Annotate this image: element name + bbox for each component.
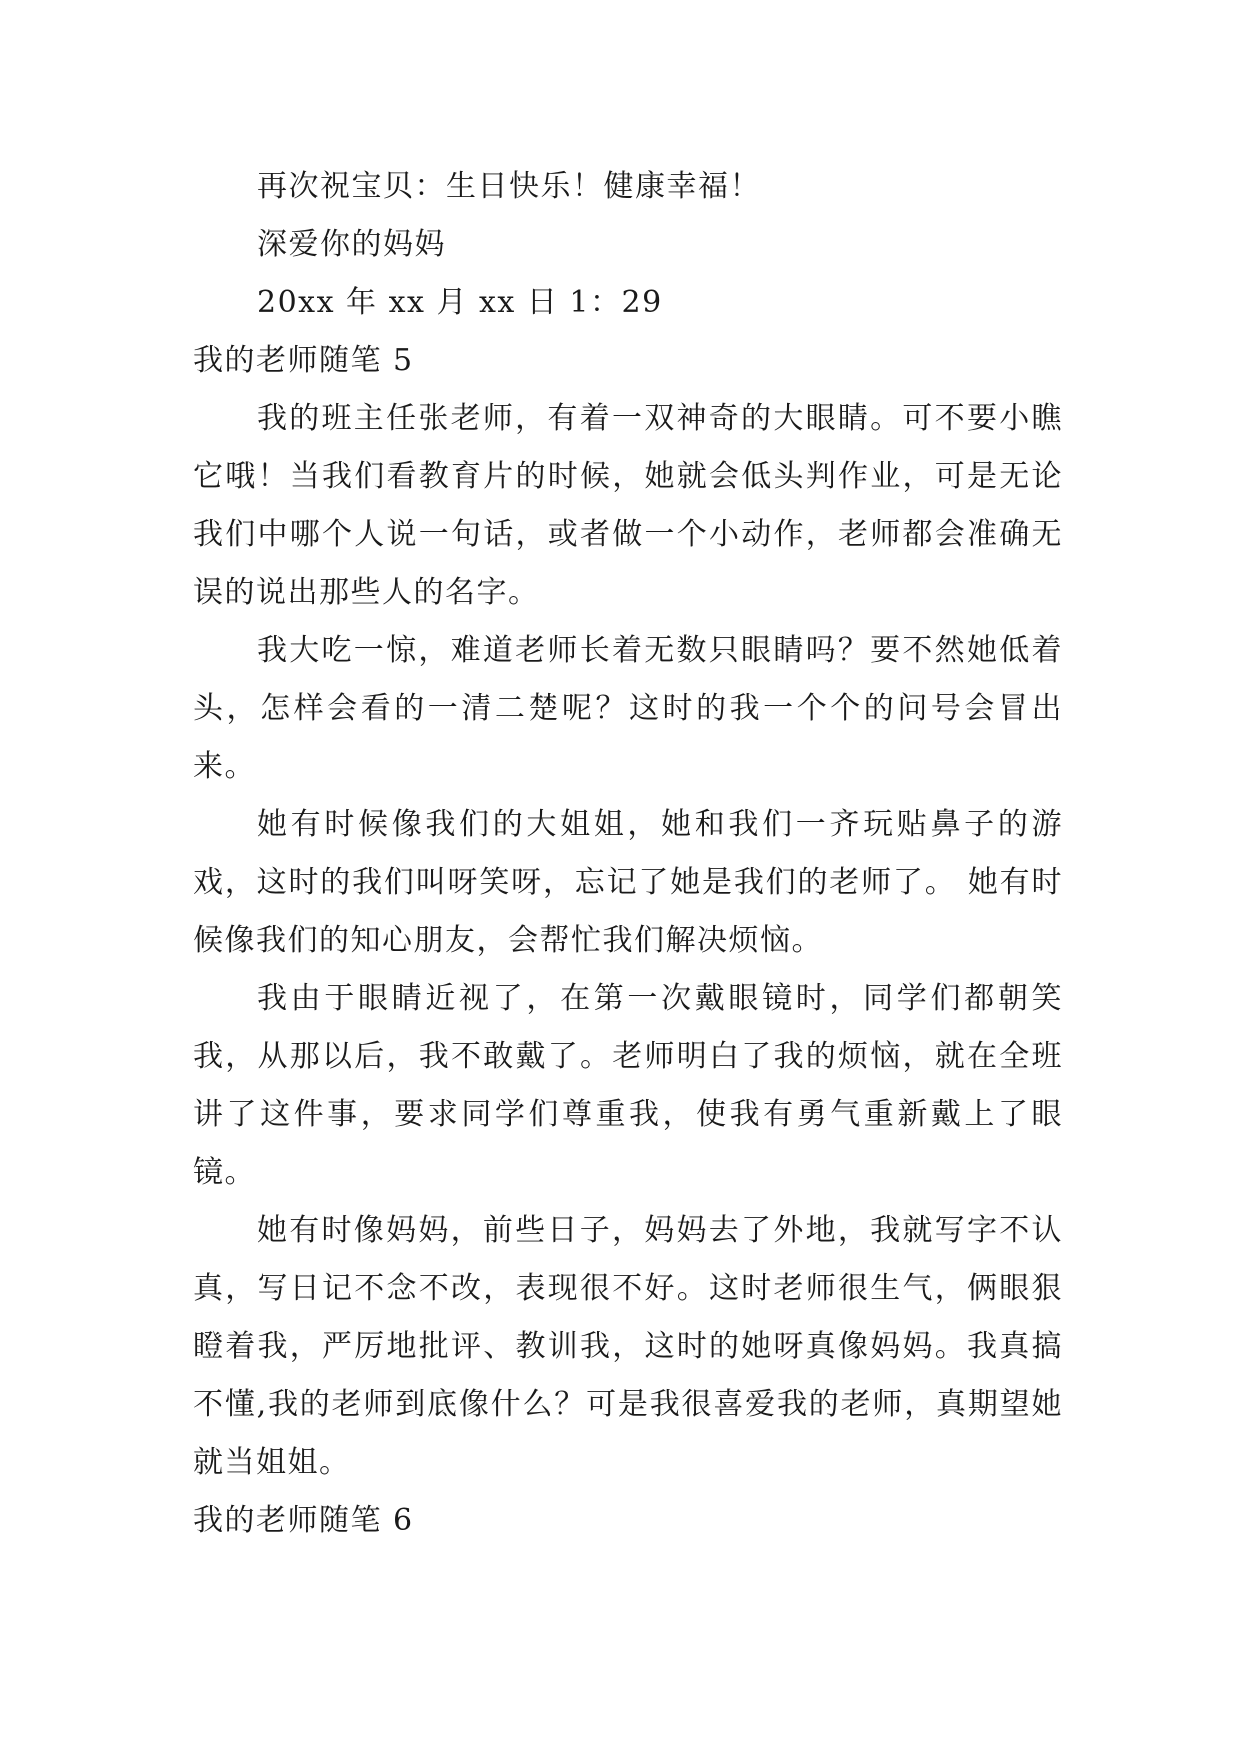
document-body	[193, 158, 1063, 1550]
closing-wish: 再次祝宝贝：生日快乐！健康幸福！	[257, 169, 761, 204]
section5-paragraph-5: 她有时像妈妈，前些日子，妈妈去了外地，我就写字不认真，写日记不念不改，表现很不好。这时老师很生气，俩眼狠瞪着我，严厉地批评、教训我，这时的她呀真像妈妈。我真搞不懂,我的老师到底像什么？可是我很喜爱我的老师，真期望她就当姐姐。	[193, 1213, 1063, 1480]
section5-paragraph-2: 我大吃一惊，难道老师长着无数只眼睛吗？要不然她低着头，怎样会看的一清二楚呢？这时的我一个个的问号会冒出来。	[193, 633, 1063, 784]
closing-signature: 深爱你的妈妈	[257, 227, 446, 262]
section5-paragraph-4: 我由于眼睛近视了，在第一次戴眼镜时，同学们都朝笑我，从那以后，我不敢戴了。老师明白了我的烦恼，就在全班讲了这件事，要求同学们尊重我，使我有勇气重新戴上了眼镜。	[193, 981, 1063, 1190]
section-heading-5: 我的老师随笔 5	[193, 343, 414, 378]
closing-date: 20xx 年 xx 月 xx 日 1：29	[257, 285, 663, 320]
section5-paragraph-3: 她有时候像我们的大姐姐，她和我们一齐玩贴鼻子的游戏，这时的我们叫呀笑呀，忘记了她是我们的老师了。 她有时候像我们的知心朋友，会帮忙我们解决烦恼。	[193, 807, 1063, 958]
section5-paragraph-1: 我的班主任张老师，有着一双神奇的大眼睛。可不要小瞧它哦！当我们看教育片的时候，她就会低头判作业，可是无论我们中哪个人说一句话，或者做一个小动作，老师都会准确无误的说出那些人的名字。	[193, 401, 1063, 610]
section-heading-6: 我的老师随笔 6	[193, 1503, 414, 1538]
